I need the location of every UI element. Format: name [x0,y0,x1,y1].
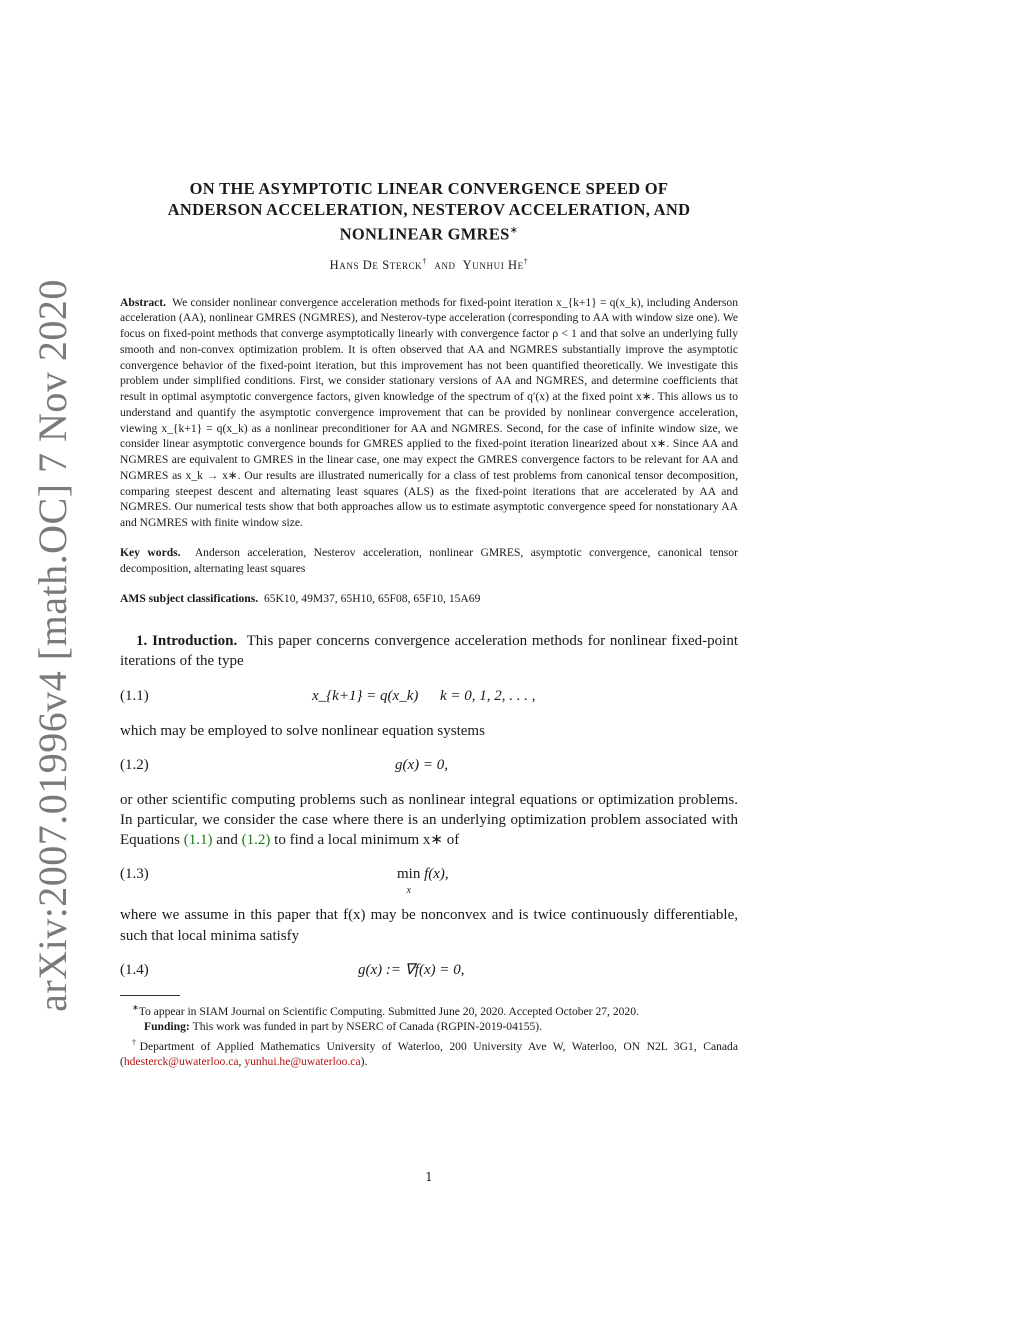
min-subscript: x [406,884,411,896]
title-line-3: NONLINEAR GMRES∗ [339,224,519,244]
footnote-2: †Department of Applied Mathematics University of Waterloo, 200 University Ave W, Waterloo, ON N2L 3G1, Canada (hdesterck@uwaterloo.ca, yunhui.he@uwaterloo.ca). [120,1037,738,1068]
equation-expression: g(x) = 0, [395,756,449,773]
paper-page [120,178,738,1070]
author-1: Hans De Sterck [329,257,423,272]
equation-number: (1.1) [120,687,149,704]
abstract [120,295,738,531]
ams-heading: AMS subject classifications. [120,592,259,606]
page-number: 1 [425,1170,433,1184]
ams-codes: 65K10, 49M37, 65H10, 65F08, 65F10, 15A69 [263,592,481,606]
ams-classifications [120,591,738,607]
author-line: Hans De Sterck† and Yunhui He† [329,256,529,272]
author-2: Yunhui He [462,257,524,272]
equation-1-2 [120,755,738,775]
equation-number: (1.3) [120,866,149,883]
title-footnote-mark: ∗ [509,225,519,236]
email-link-1[interactable]: hdesterck@uwaterloo.ca [123,1055,239,1068]
footnote-1: ∗To appear in SIAM Journal on Scientific Computing. Submitted June 20, 2020. Accepted October 27, 2020. [132,1002,639,1018]
introduction [120,631,738,980]
intro-paragraph-4: where we assume in this paper that f(x) may be nonconvex and is twice continuously differentiable, such that local minima satisfy [120,907,738,944]
min-operator: min [397,866,421,883]
arxiv-identifier: arXiv:2007.01996v4 [math.OC] 7 Nov 2020 [29,278,75,1012]
equation-expression: x_{k+1} = q(x_k) [312,687,419,704]
arxiv-sidebar [22,278,82,1012]
equation-1-4 [120,960,738,980]
equation-1-3 [120,864,738,896]
intro-paragraph-2: which may be employed to solve nonlinear equation systems [120,722,485,739]
title-line-2: ANDERSON ACCELERATION, NESTEROV ACCELERATION, AND [167,200,691,219]
equation-expression: g(x) := ∇f(x) = 0, [358,961,465,978]
abstract-text: We consider nonlinear convergence acceleration methods for fixed-point iteration x_{k+1} = q(x_k), including Anderson acceleration (AA), nonlinear GMRES (NGMRES), and Nesterov-type acceleration (corresponding to AA with window size one). We focus on fixed-point methods that converge asymptotically linearly with convergence factor ρ < 1 and that solve an underlying fully smooth and non-convex optimization problem. It is often observed that AA and NGMRES substantially improve the asymptotic convergence behavior of the fixed-point iteration, but this improvement has not been quantified theoretically. We investigate this problem under simplified conditions. First, we consider stationary versions of AA and NGMRES, and determine coefficients that result in optimal asymptotic convergence factors, given knowledge of the spectrum of q′(x) at the fixed point x∗. This allows us to understand and quantify the asymptotic convergence improvement that can be provided by nonlinear convergence acceleration, viewing x_{k+1} = q(x_k) as a nonlinear preconditioner for AA and NGMRES. Second, for the case of infinite window size, we consider linear asymptotic convergence bounds for GMRES applied to the fixed-point iteration linearized about x∗. Since AA and NGMRES are equivalent to GMRES in the linear case, one may expect the GMRES convergence factors to be relevant for AA and NGMRES as x_k → x∗. Our results are illustrated numerically for a class of test problems from canonical tensor decomposition, comparing steepest descent and alternating least squares (ALS) as the fixed-point iterations that are accelerated by AA and NGMRES. Our numerical tests show that both approaches allow us to estimate asymptotic convergence speed for nonstationary AA and NGMRES with finite window size. [120,295,738,530]
equation-1-1 [120,686,738,706]
abstract-heading: Abstract. [120,295,167,309]
equation-condition: k = 0, 1, 2, . . . , [440,687,536,704]
intro-paragraph-3: or other scientific computing problems such as nonlinear integral equations or optimization problems. In particular, we consider the case where there is an underlying optimization problem associated with Equations (1.1) and (1.2) to find a local minimum x∗ of [120,791,738,849]
equation-ref-1-2[interactable]: (1.2) [241,832,271,849]
equation-number: (1.2) [120,756,149,773]
author-and: and [434,257,456,272]
title-line-1: ON THE ASYMPTOTIC LINEAR CONVERGENCE SPEED OF [189,179,669,198]
equation-ref-1-1[interactable]: (1.1) [183,832,213,849]
equation-number: (1.4) [120,961,149,978]
keywords-text: Anderson acceleration, Nesterov acceleration, nonlinear GMRES, asymptotic convergence, canonical tensor decomposition, alternating least squares [120,545,738,575]
email-link-2[interactable]: yunhui.he@uwaterloo.ca [244,1055,361,1068]
intro-paragraph-1: 1. Introduction. This paper concerns convergence acceleration methods for nonlinear fixed-point iterations of the type [120,633,738,670]
footnotes [120,1000,738,1070]
paper-title [120,178,738,245]
footnote-rule [120,995,180,996]
footnote-funding: Funding: This work was funded in part by NSERC of Canada (RGPIN-2019-04155). [144,1020,543,1034]
equation-expression: f(x), [424,866,449,883]
section-heading: 1. Introduction. [136,633,238,650]
keywords [120,545,738,577]
keywords-heading: Key words. [120,545,181,559]
